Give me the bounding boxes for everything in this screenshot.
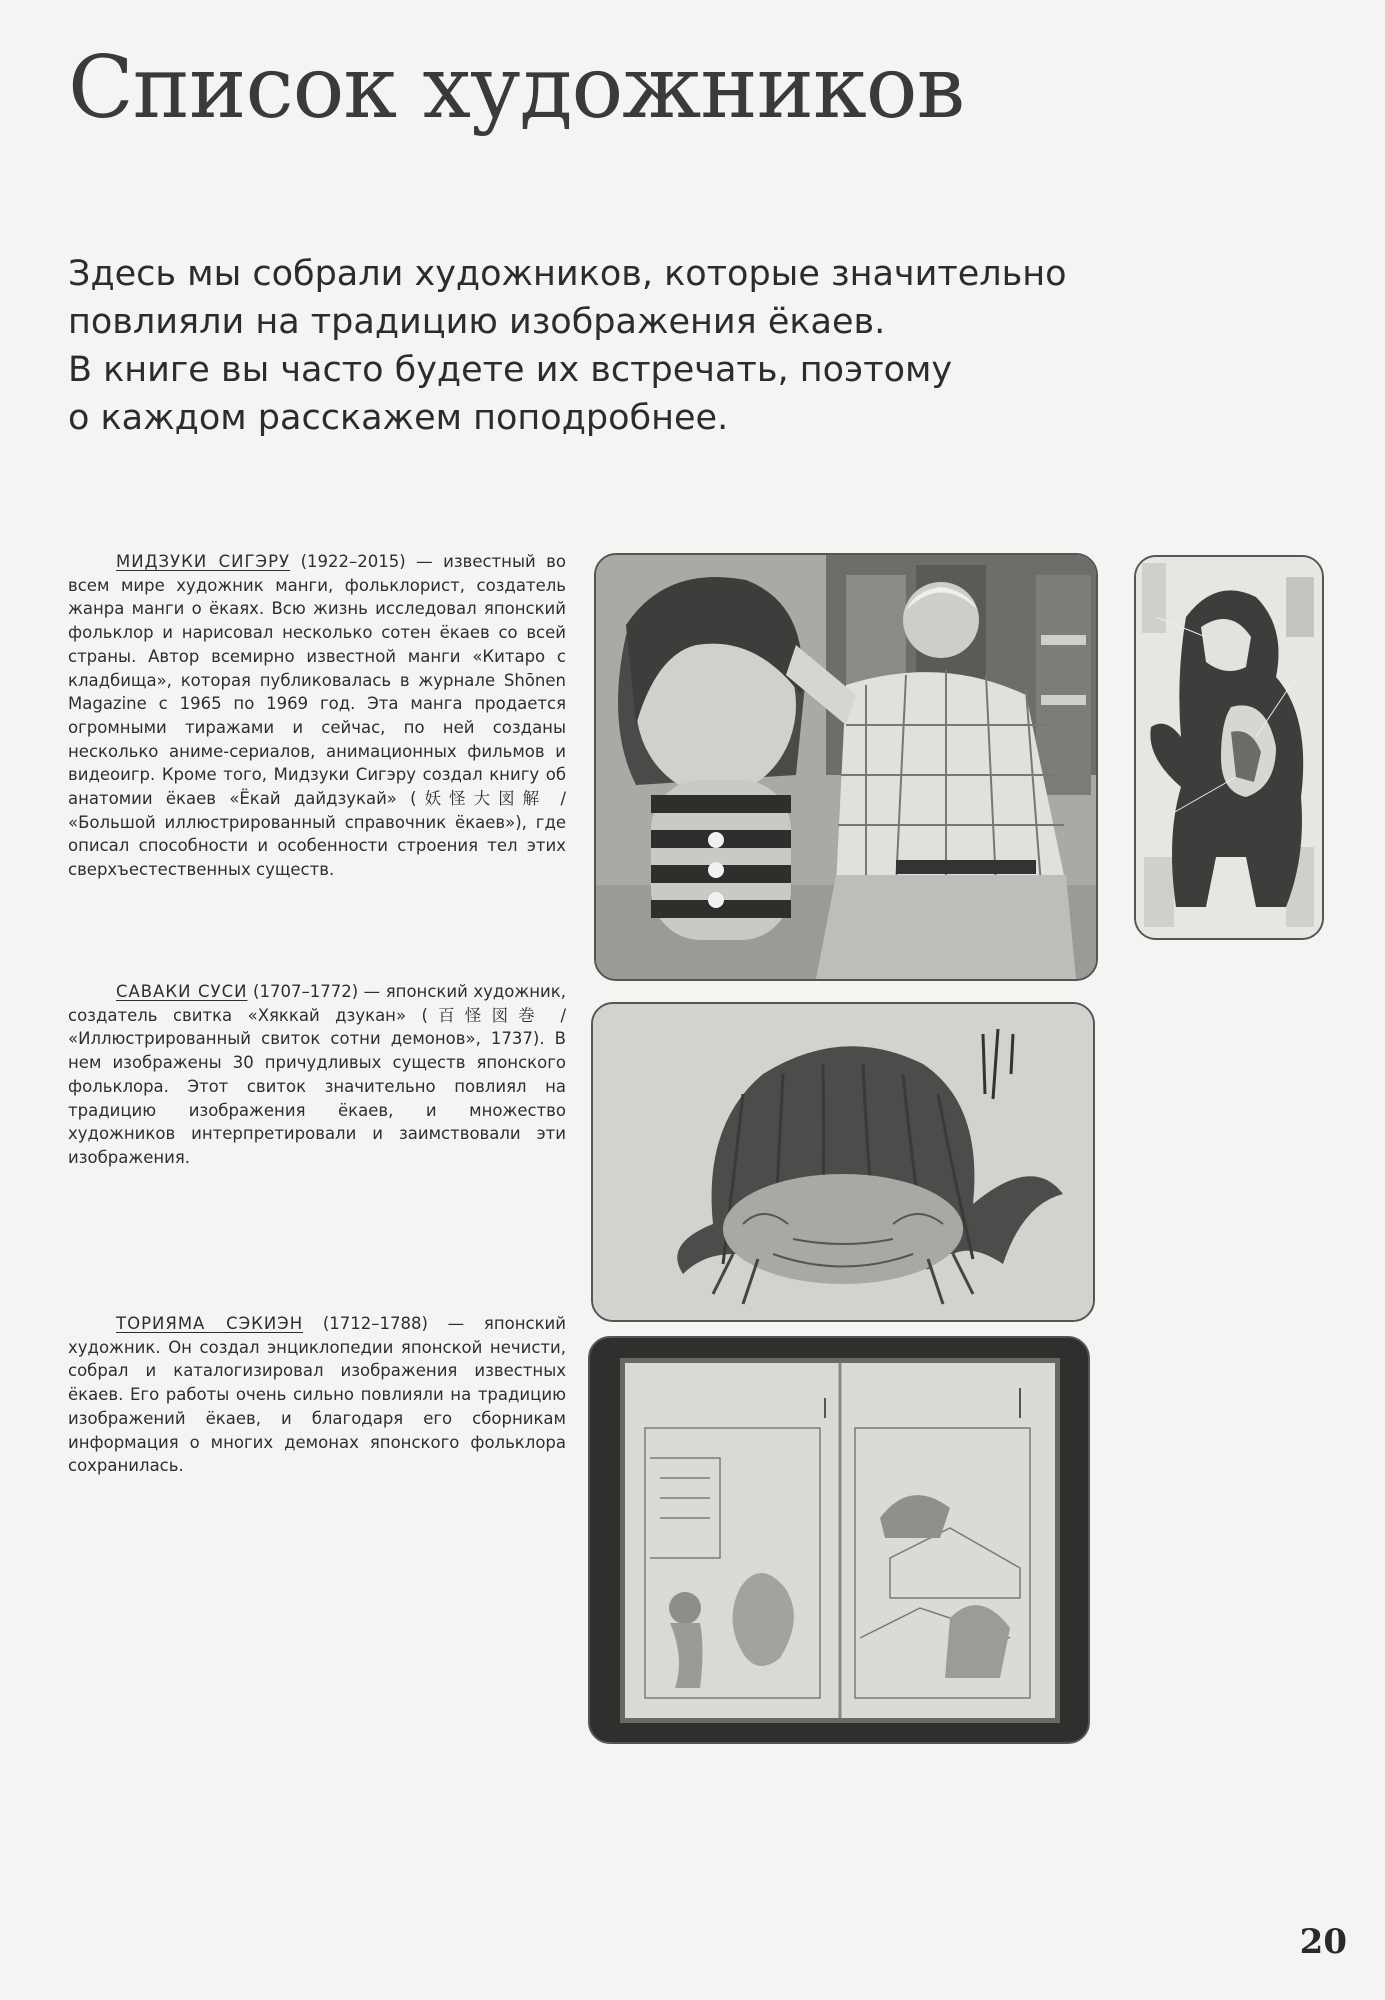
artist-bio-mizuki <box>68 550 566 882</box>
intro-line: о каждом расскажем поподробнее. <box>68 398 729 438</box>
artist-text-sawaki: (1707–1772) — японский художник, создатель свитка «Хяккай дзукан» (百怪図巻 / «Иллюстрированный свиток сотни демонов», 1737). В нем изображены 30 причудливых существ японского фольклора. Этот свиток значительно повлиял на традицию изображения ёкаев, и множество художников интерпретировали и заимствовали эти изображения. <box>68 982 566 1167</box>
page-title: Список художников <box>68 38 964 138</box>
intro-paragraph <box>68 250 1108 442</box>
artist-bio-sawaki <box>68 980 566 1170</box>
intro-line: Здесь мы собрали художников, которые значительно <box>68 254 1067 294</box>
photo-yokai-anatomy-illustration <box>1134 555 1324 940</box>
artist-bio-toriyama <box>68 1312 566 1478</box>
page-number: 20 <box>1299 1922 1347 1962</box>
photo-mizuki-with-kitaro-statue <box>594 553 1098 981</box>
artist-text-toriyama: (1712–1788) — японский художник. Он создал энциклопедии японской нечисти, собрал и каталогизировал изображения известных ёкаев. Его работы очень сильно повлияли на традицию изображений ёкаев, и благодаря его сборникам информация о многих демонах японского фольклора сохранилась. <box>68 1314 566 1476</box>
intro-line: В книге вы часто будете их встречать, поэтому <box>68 350 953 390</box>
intro-line: повлияли на традицию изображения ёкаев. <box>68 302 886 342</box>
photo-toriyama-sekien-book <box>588 1336 1090 1744</box>
photo-hyakkai-zukan-scroll <box>591 1002 1095 1322</box>
artist-name-toriyama: ТОРИЯМА СЭКИЭН <box>116 1314 304 1333</box>
artist-name-sawaki: САВАКИ СУСИ <box>116 982 248 1001</box>
artist-text-mizuki: (1922–2015) — известный во всем мире художник манги, фольклорист, создатель жанра манги о ёкаях. Всю жизнь исследовал японский фольклор и нарисовал несколько сотен ёкаев со всей страны. Автор всемирно известной манги «Китаро с кладбища», которая публиковалась в журнале Shōnen Magazine с 1965 по 1969 год. Эта манга продается огромными тиражами и сейчас, по ней созданы несколько аниме-сериалов, анимационных фильмов и видеоигр. Кроме того, Мидзуки Сигэру создал книгу об анатомии ёкаев «Ёкай дайдзукай» (妖怪大図解 / «Большой иллюстрированный справочник ёкаев»), где описал способности и особенности строения тел этих сверхъестественных существ. <box>68 552 566 880</box>
artist-name-mizuki: МИДЗУКИ СИГЭРУ <box>116 552 291 571</box>
